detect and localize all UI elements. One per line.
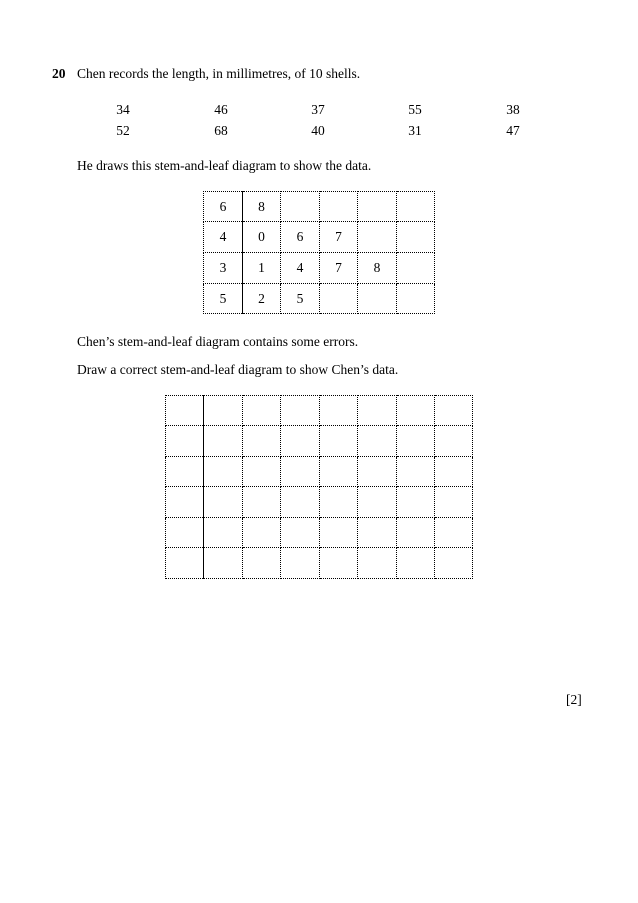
leaf-cell: 1	[243, 253, 281, 284]
answer-leaf-cell[interactable]	[243, 548, 281, 579]
answer-leaf-cell[interactable]	[243, 487, 281, 518]
data-value: 31	[408, 123, 422, 138]
answer-stem-leaf-grid[interactable]	[165, 395, 473, 579]
leaf-cell	[397, 192, 435, 222]
answer-leaf-cell[interactable]	[204, 457, 243, 487]
answer-leaf-cell[interactable]	[320, 518, 358, 548]
data-value: 34	[116, 102, 130, 117]
answer-leaf-cell[interactable]	[435, 548, 473, 579]
data-value: 46	[214, 102, 228, 117]
leaf-cell: 7	[320, 222, 358, 253]
diagram-intro: He draws this stem-and-leaf diagram to show the data.	[77, 158, 372, 173]
data-value: 68	[214, 123, 228, 138]
leaf-cell: 0	[243, 222, 281, 253]
answer-row	[166, 396, 473, 426]
stem-row	[204, 253, 435, 284]
answer-leaf-cell[interactable]	[397, 457, 435, 487]
leaf-cell	[397, 284, 435, 314]
stem-row	[204, 284, 435, 314]
stem-row	[204, 222, 435, 253]
answer-leaf-cell[interactable]	[435, 426, 473, 457]
question-intro: Chen records the length, in millimetres, of 10 shells.	[77, 66, 361, 81]
answer-leaf-cell[interactable]	[358, 518, 397, 548]
answer-leaf-cell[interactable]	[358, 396, 397, 426]
answer-leaf-cell[interactable]	[358, 457, 397, 487]
answer-row	[166, 426, 473, 457]
answer-leaf-cell[interactable]	[358, 548, 397, 579]
stem-cell: 4	[204, 222, 243, 253]
stem-row	[204, 192, 435, 222]
leaf-cell: 5	[281, 284, 320, 314]
data-value: 52	[116, 123, 130, 138]
answer-stem-cell[interactable]	[166, 457, 204, 487]
leaf-cell	[320, 192, 358, 222]
leaf-cell	[320, 284, 358, 314]
chen-stem-leaf-diagram	[203, 191, 435, 314]
data-value: 55	[408, 102, 422, 117]
answer-leaf-cell[interactable]	[243, 426, 281, 457]
stem-cell: 6	[204, 192, 243, 222]
answer-leaf-cell[interactable]	[358, 487, 397, 518]
leaf-cell	[281, 192, 320, 222]
data-value: 37	[311, 102, 325, 117]
leaf-cell: 8	[243, 192, 281, 222]
answer-leaf-cell[interactable]	[281, 487, 320, 518]
answer-leaf-cell[interactable]	[243, 457, 281, 487]
answer-row	[166, 548, 473, 579]
answer-row	[166, 487, 473, 518]
answer-leaf-cell[interactable]	[397, 396, 435, 426]
leaf-cell	[397, 253, 435, 284]
leaf-cell	[397, 222, 435, 253]
answer-leaf-cell[interactable]	[320, 426, 358, 457]
answer-leaf-cell[interactable]	[435, 487, 473, 518]
leaf-cell: 8	[358, 253, 397, 284]
answer-leaf-cell[interactable]	[204, 426, 243, 457]
answer-leaf-cell[interactable]	[320, 396, 358, 426]
answer-leaf-cell[interactable]	[281, 548, 320, 579]
data-value: 38	[506, 102, 520, 117]
answer-leaf-cell[interactable]	[397, 518, 435, 548]
answer-leaf-cell[interactable]	[435, 457, 473, 487]
answer-leaf-cell[interactable]	[281, 396, 320, 426]
answer-stem-cell[interactable]	[166, 548, 204, 579]
stem-cell: 5	[204, 284, 243, 314]
leaf-cell: 4	[281, 253, 320, 284]
answer-leaf-cell[interactable]	[435, 518, 473, 548]
answer-stem-cell[interactable]	[166, 518, 204, 548]
answer-leaf-cell[interactable]	[281, 518, 320, 548]
leaf-cell: 2	[243, 284, 281, 314]
answer-leaf-cell[interactable]	[320, 457, 358, 487]
answer-row	[166, 518, 473, 548]
answer-leaf-cell[interactable]	[204, 548, 243, 579]
answer-stem-cell[interactable]	[166, 396, 204, 426]
answer-leaf-cell[interactable]	[243, 518, 281, 548]
answer-row	[166, 457, 473, 487]
answer-leaf-cell[interactable]	[397, 487, 435, 518]
answer-leaf-cell[interactable]	[320, 548, 358, 579]
leaf-cell	[358, 192, 397, 222]
instruction-text: Draw a correct stem-and-leaf diagram to show Chen’s data.	[77, 362, 399, 377]
answer-leaf-cell[interactable]	[204, 518, 243, 548]
answer-leaf-cell[interactable]	[397, 426, 435, 457]
errors-statement: Chen’s stem-and-leaf diagram contains some errors.	[77, 334, 359, 349]
answer-leaf-cell[interactable]	[281, 426, 320, 457]
answer-leaf-cell[interactable]	[204, 487, 243, 518]
answer-leaf-cell[interactable]	[204, 396, 243, 426]
leaf-cell	[358, 222, 397, 253]
answer-stem-cell[interactable]	[166, 487, 204, 518]
data-value: 47	[506, 123, 520, 138]
answer-stem-cell[interactable]	[166, 426, 204, 457]
answer-leaf-cell[interactable]	[320, 487, 358, 518]
marks-label: [2]	[566, 692, 582, 707]
stem-cell: 3	[204, 253, 243, 284]
leaf-cell: 7	[320, 253, 358, 284]
answer-leaf-cell[interactable]	[435, 396, 473, 426]
question-number: 20	[52, 66, 66, 81]
answer-leaf-cell[interactable]	[281, 457, 320, 487]
leaf-cell: 6	[281, 222, 320, 253]
answer-leaf-cell[interactable]	[358, 426, 397, 457]
answer-leaf-cell[interactable]	[397, 548, 435, 579]
answer-leaf-cell[interactable]	[243, 396, 281, 426]
leaf-cell	[358, 284, 397, 314]
data-value: 40	[311, 123, 325, 138]
